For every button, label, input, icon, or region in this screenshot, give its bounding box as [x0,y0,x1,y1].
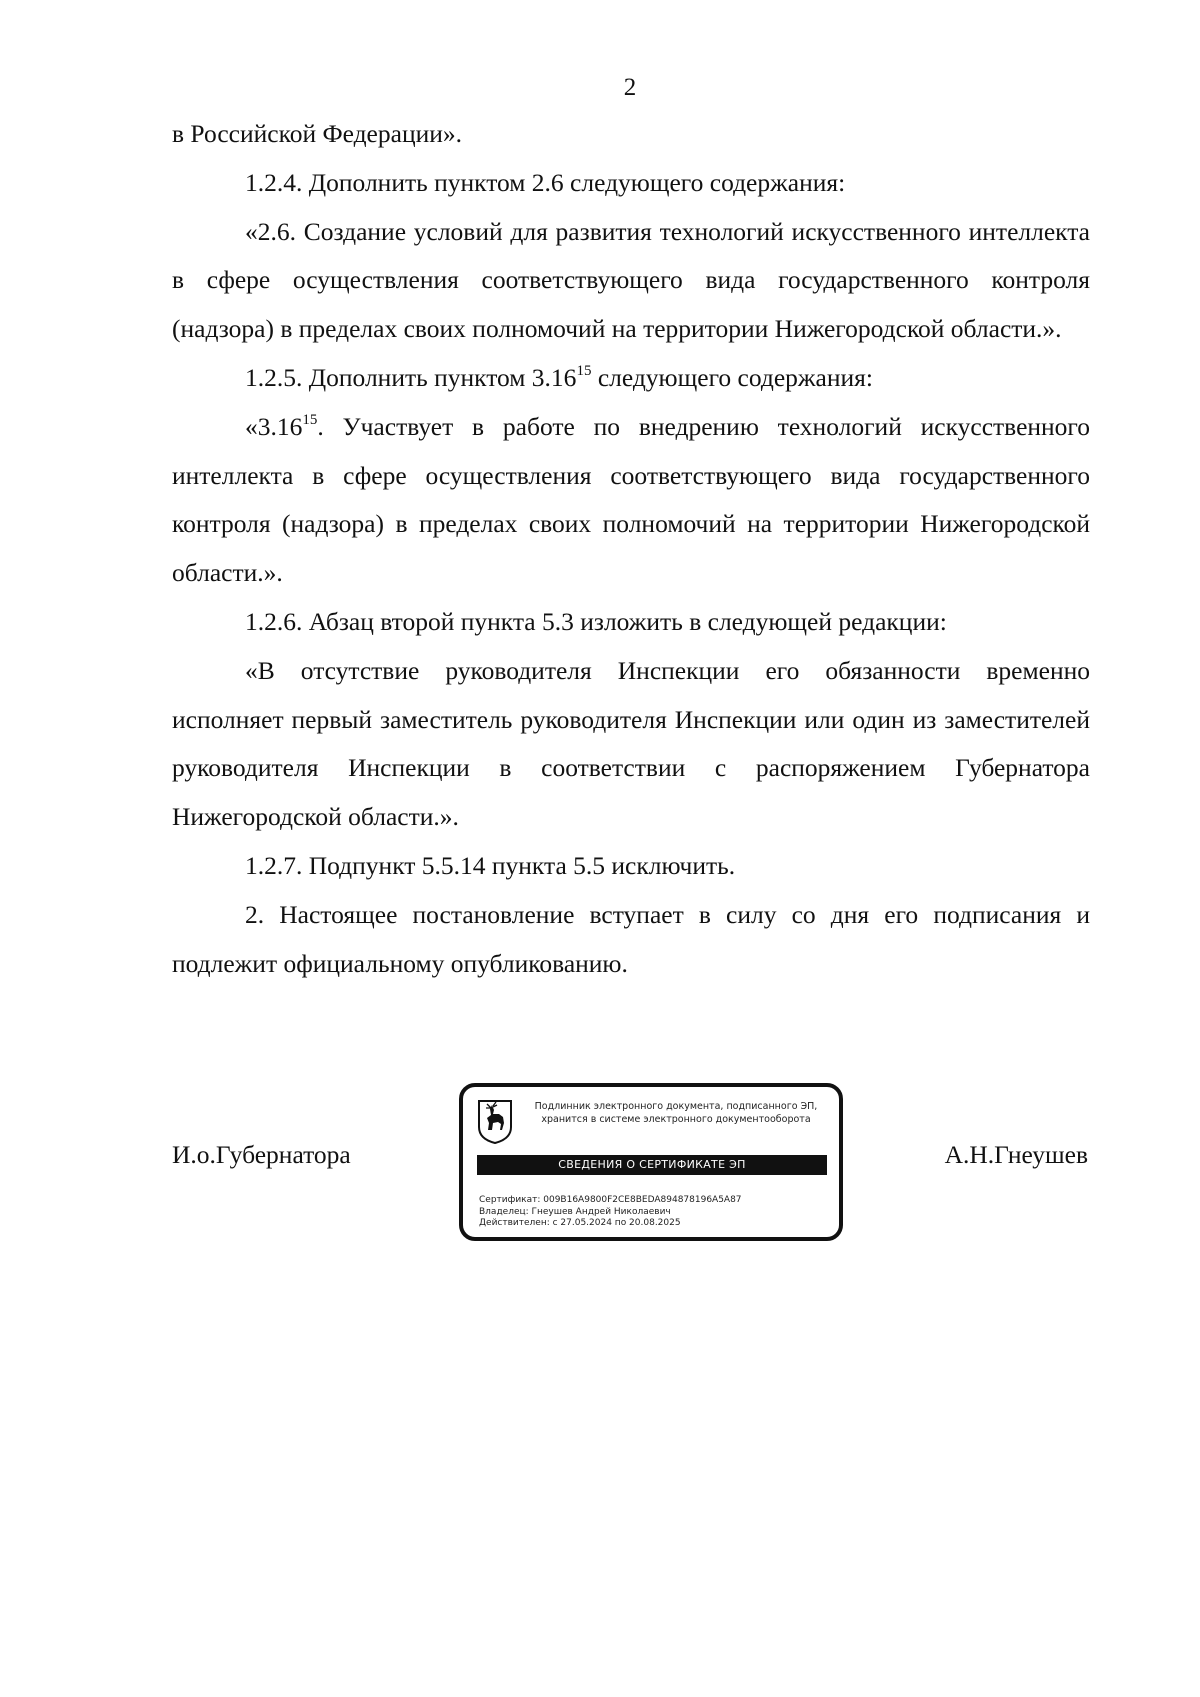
paragraph-4 [172,354,1090,403]
paragraph-5-superscript: 15 [302,411,318,428]
stamp-certificate-info [479,1195,742,1230]
paragraph-5 [172,403,1090,598]
coat-of-arms-icon [477,1099,513,1145]
signatory-name: А.Н.Гнеушев [944,1140,1088,1169]
stamp-header [515,1100,837,1126]
paragraph-6: 1.2.6. Абзац второй пункта 5.3 изложить в следующей редакции: [245,606,947,636]
paragraph-4-tail: следующего содержания: [591,362,873,392]
page-number: 2 [623,74,637,101]
paragraph-2: 1.2.4. Дополнить пунктом 2.6 следующего содержания: [245,167,846,197]
stamp-title-bar: СВЕДЕНИЯ О СЕРТИФИКАТЕ ЭП [477,1155,827,1175]
certificate-validity: Действителен: с 27.05.2024 по 20.08.2025 [479,1218,681,1228]
paragraph-4-superscript: 15 [576,362,592,379]
document-body [172,110,1090,988]
paragraph-4-text: 1.2.5. Дополнить пунктом 3.16 [245,362,577,392]
stamp-header-line-2: хранится в системе электронного документооборота [541,1114,811,1125]
paragraph-1: в Российской Федерации». [172,119,463,148]
paragraph-8: 1.2.7. Подпункт 5.5.14 пункта 5.5 исключить. [245,850,736,880]
paragraph-7: «В отсутствие руководителя Инспекции его обязанности временно исполняет первый заместитель руководителя Инспекции или один из заместителей руководителя Инспекции в соответствии с распоряжением Губернатора Нижегородской области.». [172,655,1090,832]
digital-signature-stamp [459,1083,843,1241]
paragraph-9: 2. Настоящее постановление вступает в силу со дня его подписания и подлежит официальному опубликованию. [172,899,1090,978]
certificate-owner: Владелец: Гнеушев Андрей Николаевич [479,1206,671,1217]
paragraph-3: «2.6. Создание условий для развития технологий искусственного интеллекта в сфере осуществления соответствующего вида государственного контроля (надзора) в пределах своих полномочий на территории Нижегородской области.». [172,216,1090,344]
signatory-position: И.о.Губернатора [172,1140,351,1169]
paragraph-5-tail: . Участвует в работе по внедрению технологий искусственного интеллекта в сфере осуществления соответствующего вида государственного контроля (надзора) в пределах своих полномочий на территории Нижегородской области.». [172,411,1090,588]
stamp-header-line-1: Подлинник электронного документа, подписанного ЭП, [534,1101,818,1112]
certificate-number: Сертификат: 009B16A9800F2CE8BEDA894878196A5A87 [479,1195,742,1205]
paragraph-5-text: «3.16 [245,411,303,441]
